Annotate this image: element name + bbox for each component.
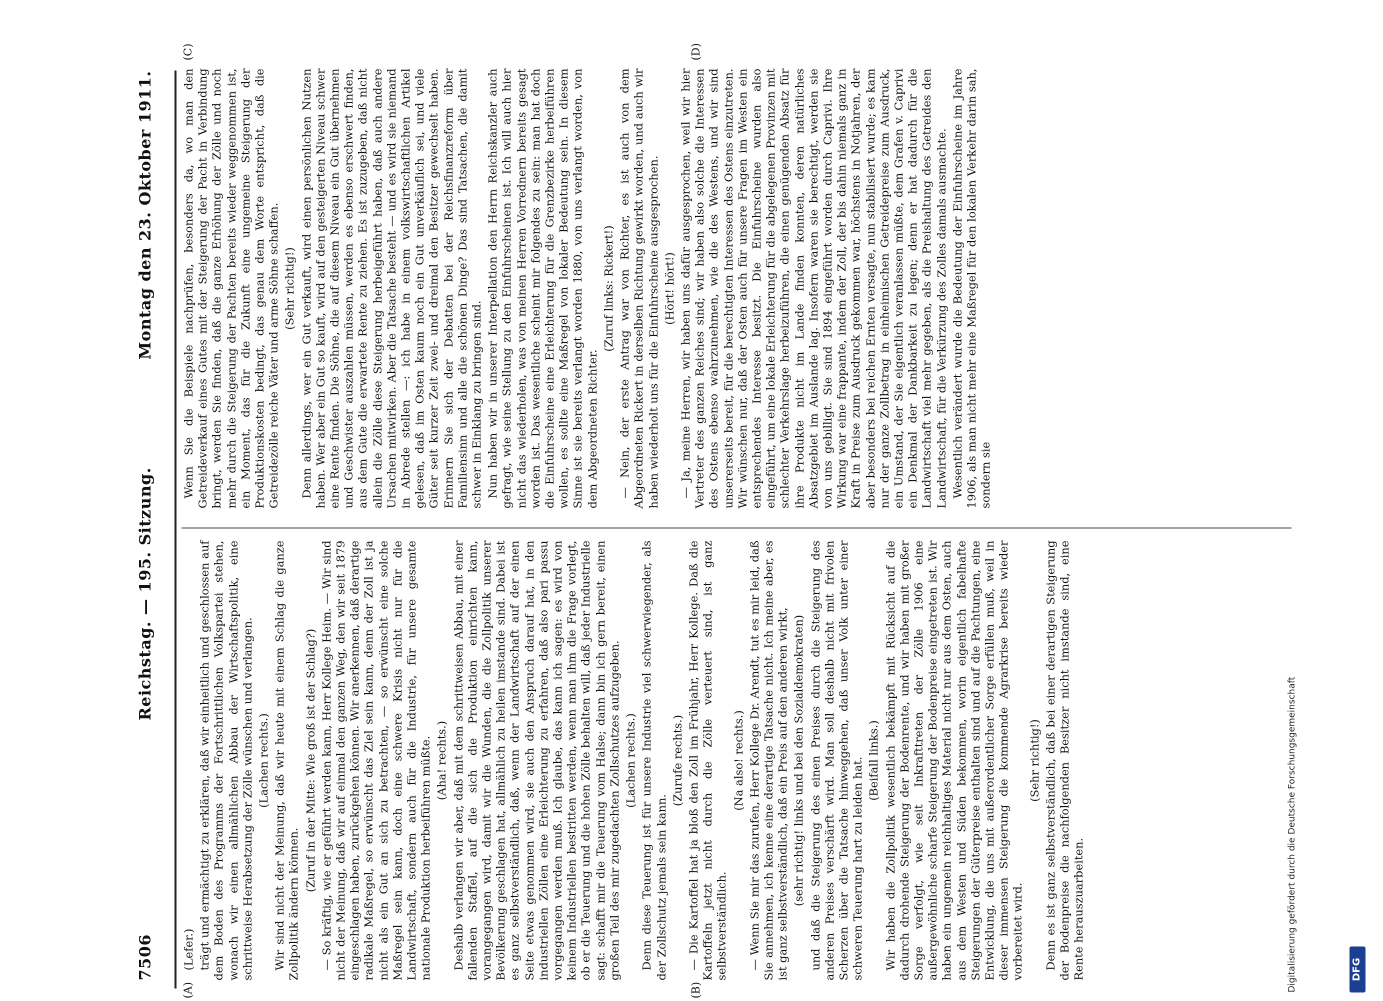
paragraph: Denn diese Teuerung ist für unsere Industrie viel schwerwiegender, als der Zollschutz jemals sein kann. [639,540,668,981]
margin-letter-b: (B) [689,981,703,999]
paragraph: — So kräftig, wie er geführt werden kann, Herr Kollege Heim. — Wir sind nicht der Meinung, daß wir auf einmal den ganzen Weg, den wir seit 1879 eingeschlagen haben, zurückgehen können. Wir anerkennen, daß derartige radikale Maßregel, so erwünscht das Ziel sein kann, denn der Zoll ist ja nicht als ein Gut an sich zu betrachten, — so erwünscht eine solche Maßregel sein kann, doch eine schwere Krisis nicht nur für die Landwirtschaft, sondern auch für die Industrie, für unsere gesamte nationale Produktion herbeiführen müßte. [319,540,433,981]
margin-letter-c: (C) [181,43,195,61]
paragraph: — Die Kartoffel hat ja bloß den Zoll im Frühjahr, Herr Kollege. Daß die Kartoffeln jetzt nicht durch die Zölle verteuert sind, ist ganz selbstverständlich. [686,540,729,981]
scanned-page [0,1,1383,1001]
interjection: (Sehr richtig!) [1027,719,1042,802]
paragraph: Wir haben die Zollpolitik wesentlich bekämpft mit Rücksicht auf die dadurch drohende Steigerung der Bodenrente, und wir haben mit großer Sorge verfolgt, wie seit Inkrafttreten der Zölle 1906 eine außergewöhnliche scharfe Steigerung der Bodenpreise eingetreten ist. Wir haben ein ungemein reichhaltiges Material nicht nur aus dem Osten, auch aus dem Westen und Süden bekommen, worin eigentlich fabelhafte Steigerungen der Güterpreise enthalten sind und auf die Pachtungen, eine Entwicklung, die uns mit außerordentlicher Sorge erfüllen muß, weil in dieser immensen Steigerung die kommende Agrarkrise bereits wieder vorbereitet wird. [883,540,1025,981]
interjection: (sehr richtig! links und bei den Sozialdemokraten) [791,614,806,907]
paragraph: — Ja, meine Herren, wir haben uns dafür ausgesprochen, weil wir hier Vertreter des ganzen Reiches sind; wir haben also solche die Interessen des Ostens ebenso wahrzunehmen, wie die des Westens, und wir sind unsererseits bereit, für die berechtigten Interessen des Ostens einzutreten. Wir wünschen nur, daß der Osten auch für unsere Fragen im Westen ein entsprechendes Interesse besitzt. Die Einfuhrscheine wurden also eingeführt, um eine lokale Erleichterung für die abgelegenen Provinzen mit schlechter Verkehrslage herbeizuführen, die einen genügenden Absatz für ihre Produkte nicht im Lande finden konnten, deren natürliches Absatzgebiet im Auslande lag. Insofern waren sie berechtigt, werden sie von uns gebilligt. Sie sind 1894 eingeführt worden durch Caprivi. Ihre Wirkung war eine frappante, indem der Zoll, der bis dahin niemals ganz in Kraft in Preise zum Ausdruck gekommen war, höchstens in Notjahren, der aber besonders bei reichen Ernten versagte, nun stabilisiert wurde; es kam nur der ganze Zollbetrag in einheimischen Getreidepreise zum Ausdruck, ein Umstand, der Sie eigentlich veranlassen müßte, dem Grafen v. Caprivi ein Denkmal der Dankbarkeit zu legen; denn er hat dadurch für die Landwirtschaft viel mehr gegeben, als die Preishaltung des Getreides den Landwirtschaft, für die Verkürzung des Zolles damals ausmachte. [678,68,949,509]
paragraph: Deshalb verlangen wir aber, daß mit dem schrittweisen Abbau, mit einer fallenden Staffel, auf die sich die Produktion einrichten kann, vorangegangen wird, damit wir die Wunden, die die Zollpolitik unserer Bevölkerung geschlagen hat, allmählich zu heilen imstande sind. Dabei ist es ganz selbstverständlich, daß, wenn der Landwirtschaft auf der einen Seite etwas genommen wird, sie auch den Anspruch darauf hat, in den industriellen Zöllen eine Erleichterung zu erfahren, daß also pari passu vorgegangen werden muß. Ich glaube, das kann ich sagen: es wird von keinem Industriellen bestritten werden, wenn man ihm die Frage vorlegt, ob er die Teuerung und die hohen Zölle behalten will, daß jeder Industrielle sagt: schafft mir die Teuerung vom Halse; dann bin ich gern bereit, einen großen Teil des mir zugedachten Zollschutzes aufzugeben. [451,540,622,981]
paragraph: (Lefer.) [181,928,196,971]
interjection: (Zurufe rechts.) [670,714,685,807]
session-date: Montag den 23. Oktober 1911. [135,70,155,360]
paragraph: Wenn Sie die Beispiele nachprüfen, besonders da, wo man den Getreideverkauf eines Gutes mit der Steigerung der Pacht in Verbindung bringt, werden Sie finden, daß die ganze Erhöhung der Zölle und noch mehr durch die Steigerung der Pachten bereits wieder weggenommen ist, ein Moment, das für die Zukunft eine ungemeine Steigerung der Produktionskosten bedingt, das genau dem Worte entspricht, daß die Getreidezölle reiche Väter und arme Söhne schaffen. [181,68,281,509]
session-title: Reichstag. — 195. Sitzung. [135,467,155,721]
dfg-logo: DFG [1350,947,1366,993]
digitization-credit: Digitalisierung gefördert durch die Deutsche Forschungsgemeinschaft [1287,676,1298,993]
right-text-column [182,69,995,509]
interjection: (Beifall links.) [866,720,881,801]
interjection: (Aha! rechts.) [434,720,449,801]
interjection: (Na also! rechts.) [731,710,746,811]
paragraph: Denn allerdings, wer ein Gut verkauft, wird einen persönlichen Nutzen haben. Wer aber ein Gut so kauft, wird auf den gesteigerten Niveau schwer eine Rente finden. Die Söhne, die auf diesem Niveau ein Gut übernehmen und Geschwister auszahlen müssen, werden es ebenso erschwert finden, aus dem Gute die erwartete Rente zu ziehen. Es ist zuzugeben, daß nicht allein die Zölle diese Steigerung herbeigeführt haben, daß auch andere Ursachen mitwirken. Aber die Tatsache besteht — und es wird sie niemand in Abrede stellen —: ich habe in einem volkswirtschaftlichen Artikel gelesen, daß im Osten kaum noch ein Gut unverkäuflich sei, und viele Güter seit kurzer Zeit zwei- und dreimal den Besitzer gewechselt haben. Erinnern Sie sich der Debatten bei der Reichsfinanzreform über Familiensinn und alle die schönen Dinge? Das sind Tatsachen, die damit schwer in Einklang zu bringen sind. [299,68,484,509]
left-text-column [182,541,1088,981]
page-number: 7506 [135,933,155,981]
paragraph: — Nein, der erste Antrag war von Richter, es ist auch von dem Abgeordneten Rickert in derselben Richtung gewirkt worden, und auch wir haben wiederholt uns für die Einfuhrscheine ausgesprochen. [617,68,660,509]
column-divider [182,528,1292,529]
page-header [130,71,170,981]
paragraph: Denn es ist ganz selbstverständlich, daß bei einer derartigen Steigerung der Bodenpreise die nachfolgenden Besitzer nicht imstande sind, eine Rente herauszuarbeiten. [1043,540,1086,981]
interjection: (Lachen rechts.) [256,713,271,808]
interjection: (Sehr richtig!) [282,247,297,330]
paragraph: und daß die Steigerung des einen Preises durch die Steigerung des anderen Preises verschärft wird. Man soll deshalb nicht mit frivolen Scherzen über die Tatsache hinweggehen, daß unser Volk unter einer schweren Teuerung hart zu leiden hat. [808,540,865,981]
interjection: (Zuruf links: Rickert!) [601,225,616,352]
paragraph: Wir sind nicht der Meinung, daß wir heute mit einem Schlag die ganze Zollpolitik ändern können. [272,540,301,981]
paragraph: trägt und ermächtigt zu erklären, daß wir einheitlich und geschlossen auf dem Boden des Programms der Fortschrittlichen Volkspartei stehen, wonach wir einen allmählichen Abbau der Wirtschaftspolitik, eine schrittweise Herabsetzung der Zölle wünschen und verlangen. [197,540,255,981]
paragraph: — Wenn Sie mir das zurufen, Herr Kollege Dr. Arendt, tut es mir leid, daß Sie annehmen, ich kenne eine derartige Tatsache nicht. Ich meine aber, es ist ganz selbstverständlich, daß ein Preis auf den anderen wirkt, [747,540,790,981]
paragraph: Wesentlich verändert wurde die Bedeutung der Einfuhrscheine im Jahre 1906, als man nicht mehr eine Maßregel für den lokalen Verkehr darin sah, sondern sie [950,68,993,509]
margin-letter-d: (D) [689,43,703,61]
header-rule [175,71,177,989]
interjection: (Lachen rechts.) [623,713,638,808]
paragraph: Nun haben wir in unserer Interpellation den Herrn Reichskanzler auch gefragt, wie seine Stellung zu den Einfuhrscheinen ist. Ich will auch hier nicht das wiederholen, was von meinen Herren Vorrednern bereits gesagt worden ist. Das wesentliche scheint mir folgendes zu sein: man hat doch die Einfuhrscheine eine Erleichterung für die Grenzbezirke herbeiführen wollen, es sollte eine Maßregel von lokaler Bedeutung sein. In diesem Sinne ist sie bereits verlangt worden 1880, von uns verlangt worden, von dem Abgeordneten Richter. [485,68,600,509]
interjection: (Zuruf in der Mitte: Wie groß ist der Schlag?) [303,628,318,893]
interjection: (Hört! hört!) [662,252,677,325]
margin-letter-a: (A) [181,981,195,999]
